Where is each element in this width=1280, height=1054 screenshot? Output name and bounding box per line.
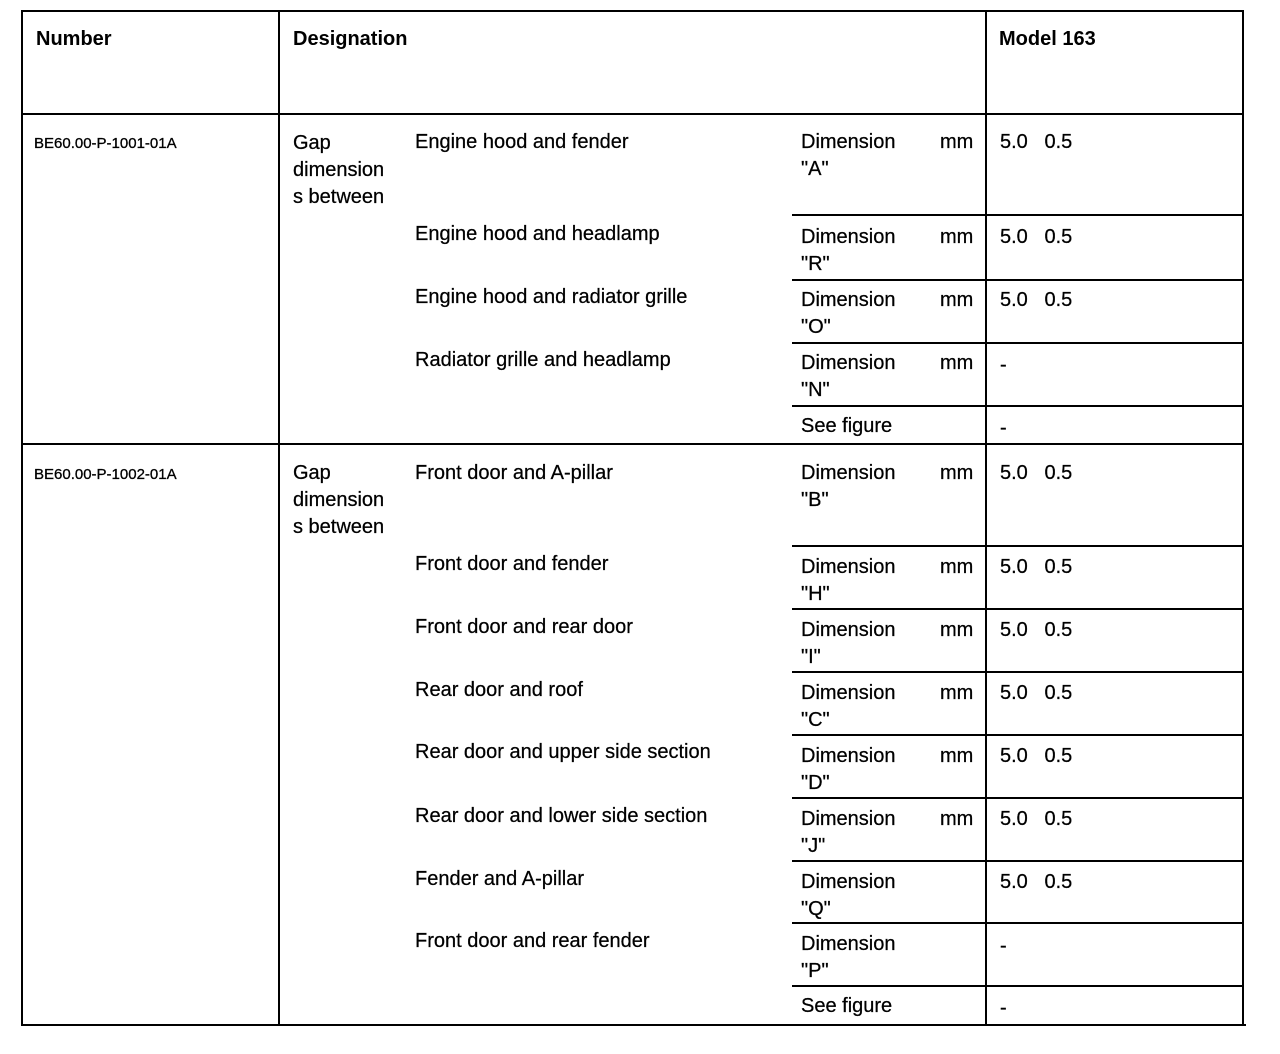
row-rule — [792, 545, 1244, 547]
row-rule — [792, 671, 1244, 673]
dimension-label: Dimension "R" — [801, 226, 896, 275]
column-rule-model — [985, 10, 987, 1026]
part-pair: Rear door and lower side section — [415, 805, 708, 827]
dimension-label: Dimension "Q" — [801, 871, 896, 920]
model-value: - — [1000, 935, 1007, 957]
model-value: 5.0 0.5 — [1000, 226, 1073, 248]
dimension-label: Dimension "D" — [801, 745, 896, 794]
model-value: - — [1000, 354, 1007, 376]
model-value: 5.0 0.5 — [1000, 556, 1073, 578]
group-label: Gap dimension s between — [293, 462, 385, 538]
part-pair: Engine hood and headlamp — [415, 223, 660, 245]
model-value: 5.0 0.5 — [1000, 462, 1073, 484]
unit: mm — [940, 352, 974, 374]
part-pair: Radiator grille and headlamp — [415, 349, 671, 371]
model-value: 5.0 0.5 — [1000, 289, 1073, 311]
part-pair: Front door and rear fender — [415, 930, 650, 952]
model-value: - — [1000, 997, 1007, 1019]
dimension-label: See figure — [801, 995, 893, 1017]
unit: mm — [940, 226, 974, 248]
part-pair: Rear door and upper side section — [415, 741, 711, 763]
model-value: - — [1000, 417, 1007, 439]
unit: mm — [940, 745, 974, 767]
unit: mm — [940, 131, 974, 153]
unit: mm — [940, 289, 974, 311]
row-rule — [792, 405, 1244, 407]
table-border-top — [21, 10, 1244, 12]
dimension-label: Dimension "J" — [801, 808, 896, 857]
part-pair: Front door and rear door — [415, 616, 633, 638]
model-value: 5.0 0.5 — [1000, 131, 1073, 153]
part-pair: Engine hood and radiator grille — [415, 286, 688, 308]
dimension-label: Dimension "O" — [801, 289, 896, 338]
row-rule — [792, 279, 1244, 281]
part-pair: Front door and A-pillar — [415, 462, 613, 484]
group-separator — [21, 443, 1244, 445]
header-number: Number — [36, 28, 112, 50]
unit: mm — [940, 556, 974, 578]
header-designation: Designation — [293, 28, 408, 50]
dimension-label: Dimension "N" — [801, 352, 896, 401]
unit: mm — [940, 619, 974, 641]
dimension-label: See figure — [801, 415, 893, 437]
table-border-right — [1242, 10, 1244, 1026]
header-rule — [21, 113, 1244, 115]
part-pair: Rear door and roof — [415, 679, 583, 701]
model-value: 5.0 0.5 — [1000, 619, 1073, 641]
model-value: 5.0 0.5 — [1000, 871, 1073, 893]
dimension-label: Dimension "A" — [801, 131, 896, 180]
table-border-left — [21, 10, 23, 1026]
unit: mm — [940, 808, 974, 830]
column-rule-number — [278, 10, 280, 1026]
row-rule — [792, 985, 1244, 987]
dimension-label: Dimension "H" — [801, 556, 896, 605]
unit: mm — [940, 462, 974, 484]
group-number: BE60.00-P-1002-01A — [34, 466, 177, 483]
row-rule — [792, 214, 1244, 216]
dimension-label: Dimension "I" — [801, 619, 896, 668]
header-model: Model 163 — [999, 28, 1096, 50]
part-pair: Front door and fender — [415, 553, 609, 575]
model-value: 5.0 0.5 — [1000, 745, 1073, 767]
unit: mm — [940, 682, 974, 704]
row-rule — [792, 608, 1244, 610]
row-rule — [792, 797, 1244, 799]
row-rule — [792, 734, 1244, 736]
row-rule — [792, 922, 1244, 924]
dimension-label: Dimension "P" — [801, 933, 896, 982]
part-pair: Engine hood and fender — [415, 131, 629, 153]
group-label: Gap dimension s between — [293, 132, 385, 208]
model-value: 5.0 0.5 — [1000, 808, 1073, 830]
dimension-label: Dimension "C" — [801, 682, 896, 731]
model-value: 5.0 0.5 — [1000, 682, 1073, 704]
row-rule — [792, 342, 1244, 344]
part-pair: Fender and A-pillar — [415, 868, 584, 890]
row-rule — [792, 860, 1244, 862]
table-border-bottom — [21, 1024, 1246, 1026]
dimension-label: Dimension "B" — [801, 462, 896, 511]
group-number: BE60.00-P-1001-01A — [34, 135, 177, 152]
